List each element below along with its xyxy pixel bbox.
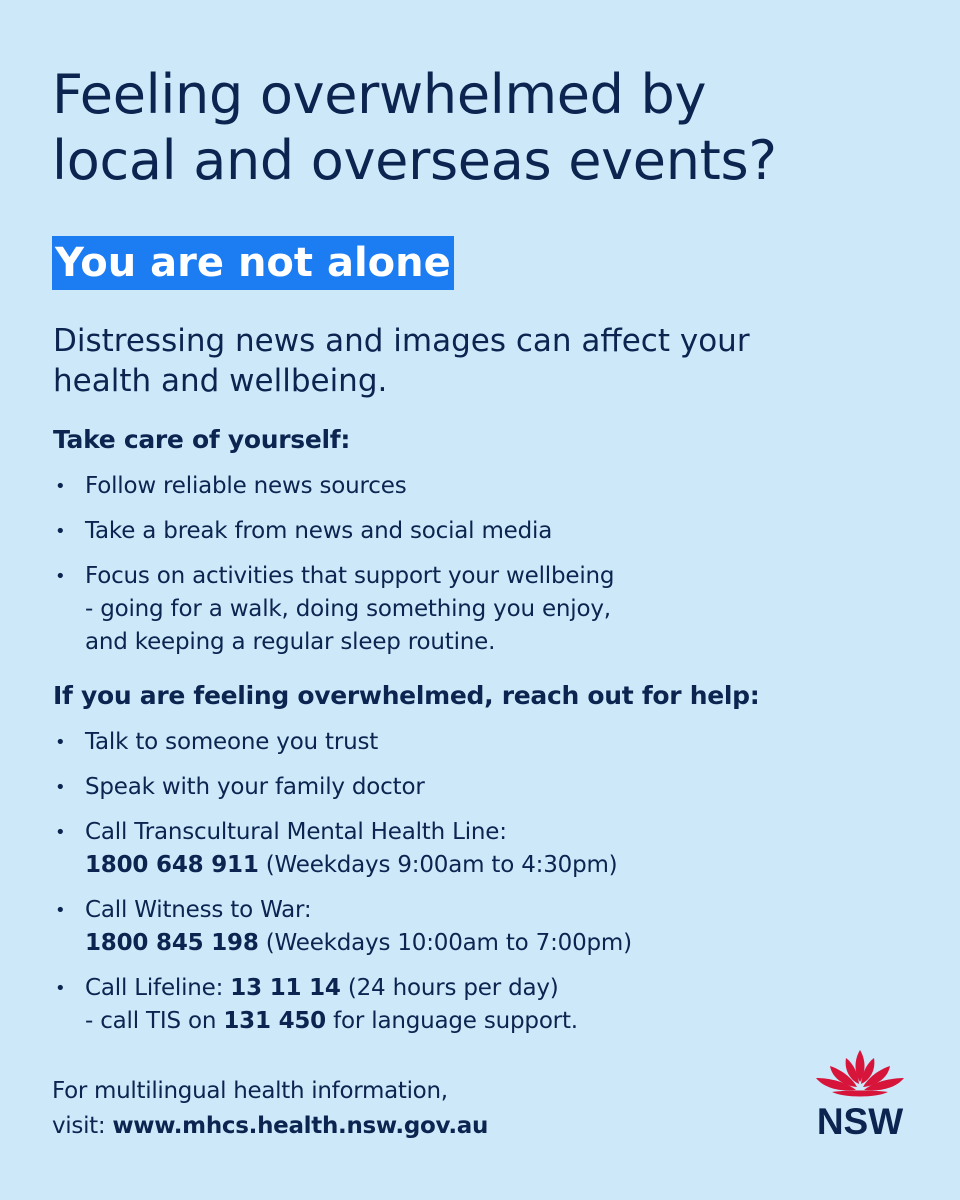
waratah-flower-icon	[810, 1048, 910, 1104]
list-item	[53, 726, 913, 759]
bullet-icon: •	[55, 822, 66, 843]
help-item-text: Call Witness to War:	[85, 897, 312, 923]
website-link[interactable]: www.mhcs.health.nsw.gov.au	[112, 1113, 489, 1139]
lifeline-line	[85, 972, 913, 1005]
self-care-item-text: Follow reliable news sources	[85, 473, 407, 499]
help-list	[53, 726, 913, 1038]
footer-line-2	[52, 1109, 488, 1144]
tis-suffix: for language support.	[333, 1008, 578, 1034]
help-item-phone-line	[85, 849, 913, 882]
phone-number: 1800 845 198	[85, 930, 259, 956]
help-item-text: Talk to someone you trust	[85, 729, 379, 755]
hours-text: (24 hours per day)	[347, 975, 559, 1001]
lifeline-prefix: Call Lifeline:	[85, 975, 224, 1001]
bullet-icon: •	[55, 732, 66, 753]
self-care-title: Take care of yourself:	[53, 425, 351, 454]
help-item-text: Speak with your family doctor	[85, 774, 425, 800]
hours-text: (Weekdays 9:00am to 4:30pm)	[265, 852, 618, 878]
list-item	[53, 560, 913, 659]
self-care-item-text: - going for a walk, doing something you enjoy,	[85, 596, 611, 622]
phone-number: 13 11 14	[230, 975, 341, 1001]
bullet-icon: •	[55, 777, 66, 798]
not-alone-banner: You are not alone	[52, 236, 454, 290]
headline	[52, 62, 912, 194]
bullet-icon: •	[55, 566, 66, 587]
tis-prefix: - call TIS on	[85, 1008, 217, 1034]
self-care-list	[53, 470, 913, 659]
intro-line-1: Distressing news and images can affect your	[53, 323, 750, 359]
list-item	[53, 470, 913, 503]
footer-line-1: For multilingual health information,	[52, 1078, 448, 1104]
bullet-icon: •	[55, 978, 66, 999]
list-item	[53, 972, 913, 1038]
help-item-phone-line	[85, 927, 913, 960]
list-item	[53, 771, 913, 804]
headline-line-2: local and overseas events?	[52, 129, 777, 192]
bullet-icon: •	[55, 476, 66, 497]
bullet-icon: •	[55, 900, 66, 921]
bullet-icon: •	[55, 521, 66, 542]
intro-line-2: health and wellbeing.	[53, 363, 388, 399]
self-care-item-text: and keeping a regular sleep routine.	[85, 629, 496, 655]
self-care-item-text: Focus on activities that support your wellbeing	[85, 563, 615, 589]
list-item	[53, 894, 913, 960]
intro-text	[53, 321, 913, 401]
footer	[52, 1074, 488, 1144]
visit-label: visit:	[52, 1113, 106, 1139]
help-item-text: Call Transcultural Mental Health Line:	[85, 819, 507, 845]
phone-number: 1800 648 911	[85, 852, 259, 878]
list-item	[53, 515, 913, 548]
self-care-item-text: Take a break from news and social media	[85, 518, 553, 544]
tis-line	[85, 1005, 913, 1038]
nsw-logo-text: NSW	[816, 1101, 904, 1142]
headline-line-1: Feeling overwhelmed by	[52, 63, 707, 126]
list-item	[53, 816, 913, 882]
hours-text: (Weekdays 10:00am to 7:00pm)	[265, 930, 632, 956]
nsw-logo	[810, 1048, 910, 1144]
phone-number: 131 450	[223, 1008, 326, 1034]
help-title: If you are feeling overwhelmed, reach out for help:	[53, 681, 760, 710]
